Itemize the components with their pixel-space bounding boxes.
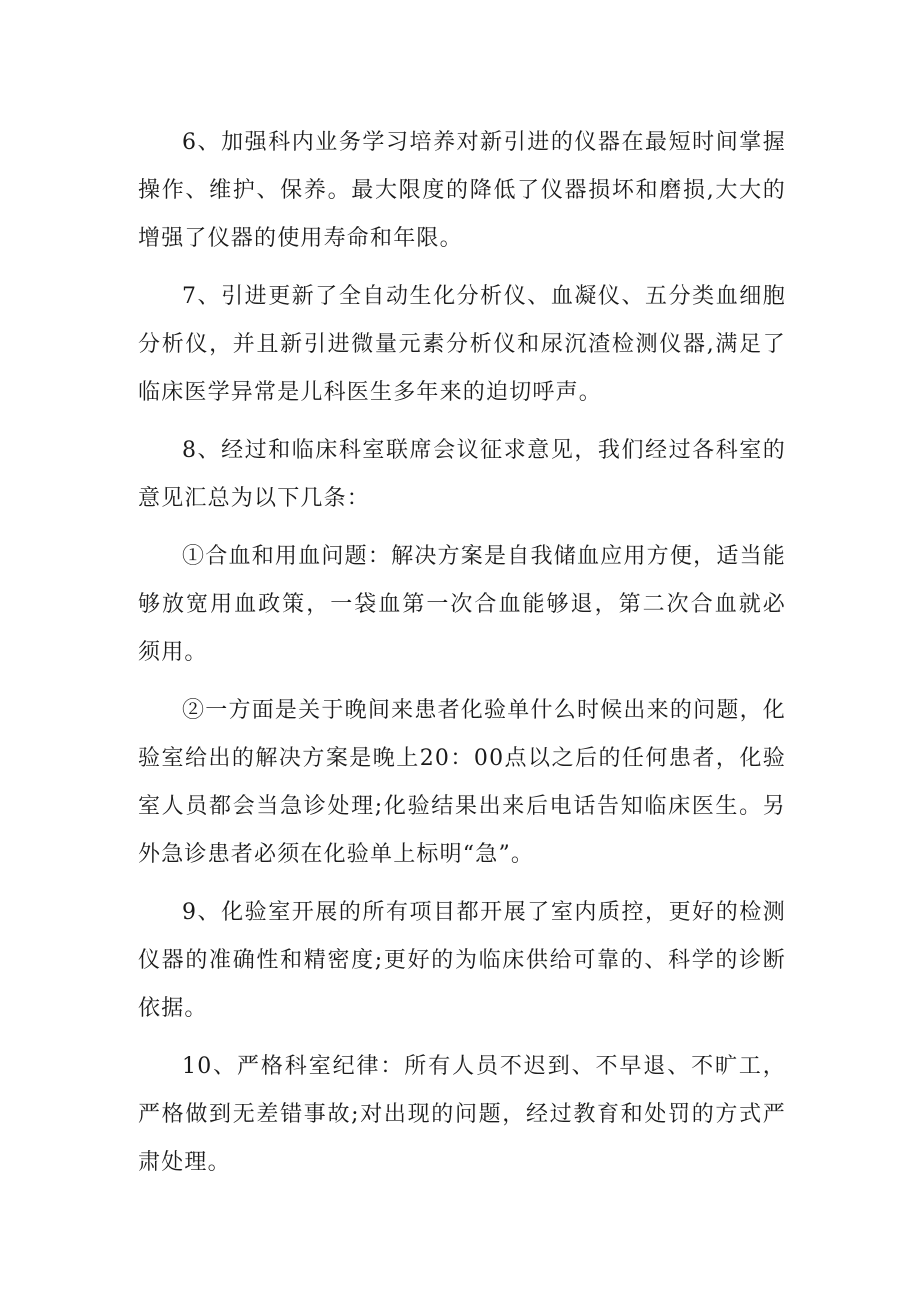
- paragraph-sub-item-2: ②一方面是关于晚间来患者化验单什么时候出来的问题，化验室给出的解决方案是晚上20：00点以之后的任何患者，化验室人员都会当急诊处理;化验结果出来后电话告知临床医生。另外急诊患者必须在化验单上标明“急”。: [138, 698, 786, 867]
- document-body: [138, 119, 786, 1197]
- paragraph-sub-item-1: ①合血和用血问题：解决方案是自我储血应用方便，适当能够放宽用血政策，一袋血第一次合血能够退，第二次合血就必须用。: [138, 544, 786, 665]
- paragraph-item-10: 10、严格科室纪律：所有人员不迟到、不早退、不旷工，严格做到无差错事故;对出现的问题，经过教育和处罚的方式严肃处理。: [138, 1054, 786, 1175]
- paragraph-item-6: 6、加强科内业务学习培养对新引进的仪器在最短时间掌握操作、维护、保养。最大限度的降低了仪器损坏和磨损,大大的增强了仪器的使用寿命和年限。: [138, 130, 786, 251]
- paragraph-item-7: 7、引进更新了全自动生化分析仪、血凝仪、五分类血细胞分析仪，并且新引进微量元素分析仪和尿沉渣检测仪器,满足了临床医学异常是儿科医生多年来的迫切呼声。: [138, 284, 786, 405]
- paragraph-item-8: 8、经过和临床科室联席会议征求意见，我们经过各科室的意见汇总为以下几条：: [138, 438, 786, 511]
- paragraph-item-9: 9、化验室开展的所有项目都开展了室内质控，更好的检测仪器的准确性和精密度;更好的为临床供给可靠的、科学的诊断依据。: [138, 900, 786, 1021]
